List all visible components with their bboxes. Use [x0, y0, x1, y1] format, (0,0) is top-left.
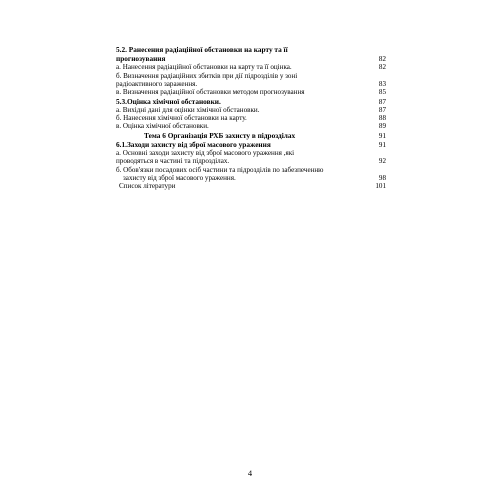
toc-entry-page: 88	[378, 114, 386, 123]
toc-entry-label: а. Нанесення радіаційної обстановки на карту та її оцінка.	[116, 63, 292, 72]
toc-entry-label: б. Обов'язки посадових осіб частини та підрозділів по забезпеченню	[116, 165, 324, 174]
toc-entry	[116, 45, 386, 54]
toc-entry-page: 82	[378, 63, 386, 72]
toc-entry	[116, 54, 386, 63]
toc-entry	[116, 182, 386, 190]
toc-entry-page: 101	[375, 182, 386, 191]
toc-entry-label: проводяться в частині та підрозділах.	[116, 157, 230, 166]
toc-entry-page: 89	[378, 122, 386, 131]
toc-entry-page: 91	[378, 139, 386, 149]
toc-entry-page: 87	[378, 105, 386, 114]
toc-entry	[116, 131, 386, 140]
toc-entry	[116, 114, 386, 122]
toc-entry-label: захисту від зброї масового ураження.	[123, 173, 236, 182]
toc-entry	[116, 157, 386, 165]
toc-entry-page: 92	[378, 157, 386, 166]
toc-entry	[116, 149, 386, 157]
toc-entry-label: 5.2. Ранесения радіаційної обстановки на карту та її	[116, 45, 288, 54]
toc-entry-page: 98	[378, 173, 386, 182]
toc-entry	[116, 80, 386, 88]
toc-entry-label: Список літератури	[119, 182, 176, 191]
toc-entry-label: б. Визначення радіаційних збитків при дії підрозділів у зоні	[116, 71, 298, 80]
toc-entry	[116, 174, 386, 182]
toc-entry	[116, 106, 386, 114]
toc-entry	[116, 88, 386, 96]
toc-entry-label: б. Нанесення хімічної обстановки на карту.	[116, 114, 247, 123]
toc-entry-label: прогнозування	[116, 54, 166, 64]
toc-entry	[116, 140, 386, 149]
toc-entry	[116, 122, 386, 130]
page-number: 4	[247, 468, 253, 478]
toc-entry-page: 83	[378, 79, 386, 88]
toc-entry-label: а. Основні заходи захисту від зброї масового ураження ,які	[116, 149, 295, 158]
toc-entry	[116, 97, 386, 106]
toc-entry	[116, 63, 386, 71]
toc-entry-label: радіоактивного зараження.	[116, 79, 198, 88]
toc-entry-label: в. Визначення радіаційної обстановки методом прогнозування	[116, 88, 305, 97]
toc-entry-label: 5.3.Оцінка хімічної обстановки.	[116, 96, 221, 106]
toc-entry-label: 6.1.Заходи захисту від зброї масового ураження	[116, 139, 271, 149]
toc-entry-label: Тема 6 Організація РХБ захисту в підрозділах	[144, 130, 296, 140]
toc-entry-label: а. Вихідні дані для оцінки хімічної обстановки.	[116, 105, 260, 114]
toc-entry	[116, 166, 386, 174]
toc-entry-page: 85	[378, 88, 386, 97]
table-of-contents	[116, 45, 386, 191]
toc-entry-page: 87	[378, 96, 386, 106]
toc-entry-page: 82	[378, 54, 386, 64]
toc-entry-label: в. Оцінка хімічної обстановки.	[116, 122, 209, 131]
toc-entry	[116, 72, 386, 80]
toc-entry-page: 91	[378, 130, 386, 140]
